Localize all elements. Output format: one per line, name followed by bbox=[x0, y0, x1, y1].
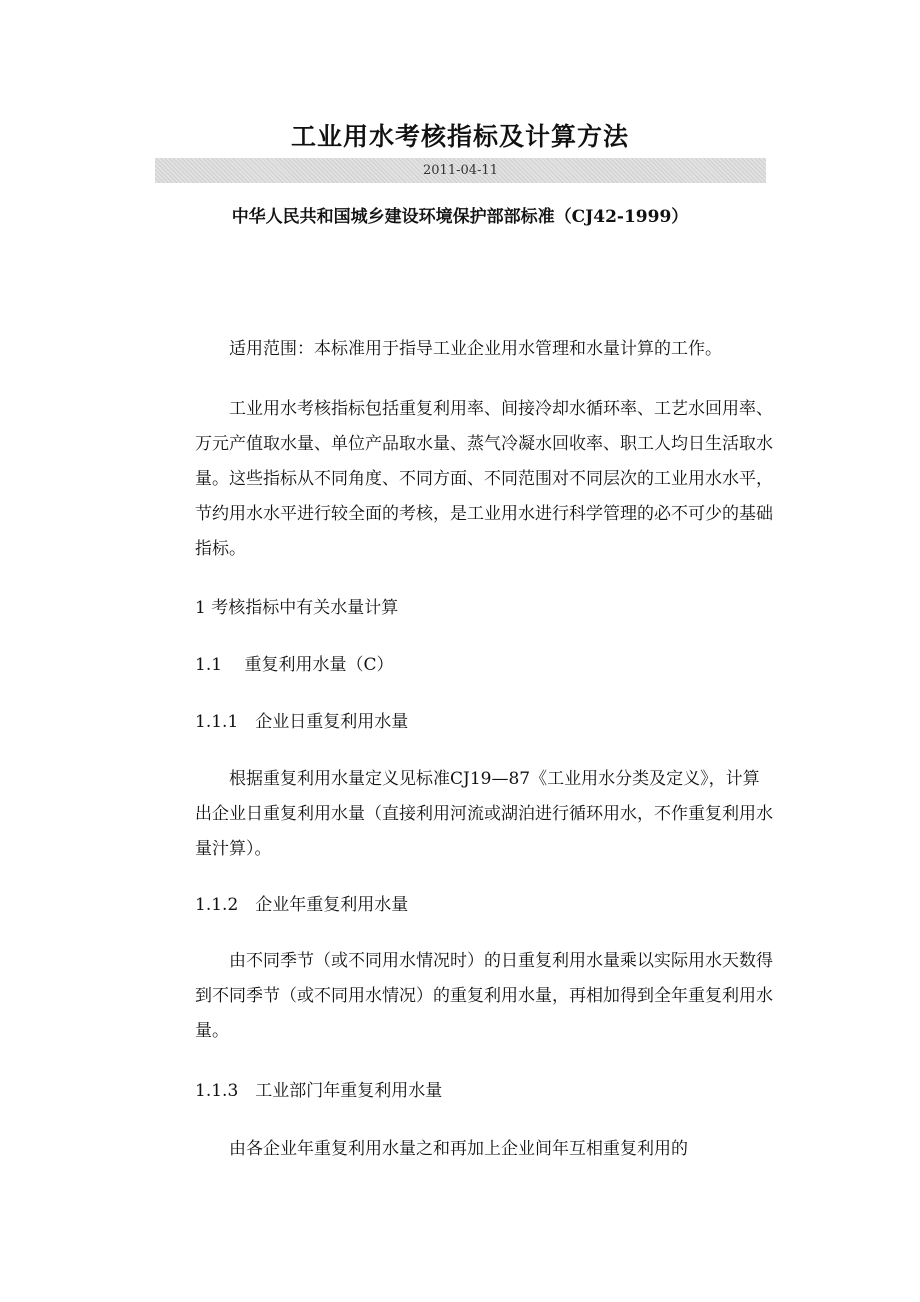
scope-text: 适用范围：本标准用于指导工业企业用水管理和水量计算的工作。 bbox=[229, 339, 722, 359]
section-heading-1 bbox=[195, 591, 775, 626]
intro-text: 工业用水考核指标包括重复利用率、间接冷却水循环率、工艺水回用率、万元产值取水量、单位产品取水量、蒸气冷凝水回收率、职工人均日生活取水量。这些指标从不同角度、不同方面、不同范围对不同层次的工业用水水平，节约用水水平进行较全面的考核，是工业用水进行科学管理的必不可少的基础指标。 bbox=[195, 399, 773, 559]
section-1-title: 1 考核指标中有关水量计算 bbox=[195, 598, 399, 618]
paragraph-1-1-2 bbox=[195, 944, 775, 1049]
publish-date: 2011-04-11 bbox=[423, 163, 498, 178]
paragraph-1-1-3 bbox=[195, 1132, 775, 1167]
section-heading-1-1 bbox=[195, 648, 775, 683]
paragraph-1-1-2-text: 由不同季节（或不同用水情况时）的日重复利用水量乘以实际用水天数得到不同季节（或不同用水情况）的重复利用水量，再相加得到全年重复利用水量。 bbox=[195, 951, 773, 1041]
intro-paragraph bbox=[195, 392, 775, 567]
section-1-1-title: 1.1 重复利用水量（C） bbox=[195, 655, 394, 675]
section-heading-1-1-1 bbox=[195, 705, 775, 740]
section-heading-1-1-2 bbox=[195, 888, 775, 923]
standard-subtitle: 中华人民共和国城乡建设环境保护部部标准（CJ42-1999） bbox=[231, 207, 689, 227]
section-1-1-2-title: 1.1.2 企业年重复利用水量 bbox=[195, 895, 409, 915]
date-bar bbox=[155, 158, 766, 183]
document-title: 工业用水考核指标及计算方法 bbox=[290, 122, 629, 151]
section-heading-1-1-3 bbox=[195, 1074, 775, 1109]
section-1-1-1-title: 1.1.1 企业日重复利用水量 bbox=[195, 712, 409, 732]
paragraph-1-1-1-text: 根据重复利用水量定义见标准CJ19—87《工业用水分类及定义》，计算出企业日重复利用水量（直接利用河流或湖泊进行循环用水，不作重复利用水量汁算）。 bbox=[195, 769, 773, 859]
scope-paragraph bbox=[195, 332, 775, 367]
section-1-1-3-title: 1.1.3 工业部门年重复利用水量 bbox=[195, 1081, 443, 1101]
paragraph-1-1-3-text: 由各企业年重复利用水量之和再加上企业间年互相重复利用的 bbox=[229, 1139, 688, 1159]
paragraph-1-1-1 bbox=[195, 762, 775, 867]
